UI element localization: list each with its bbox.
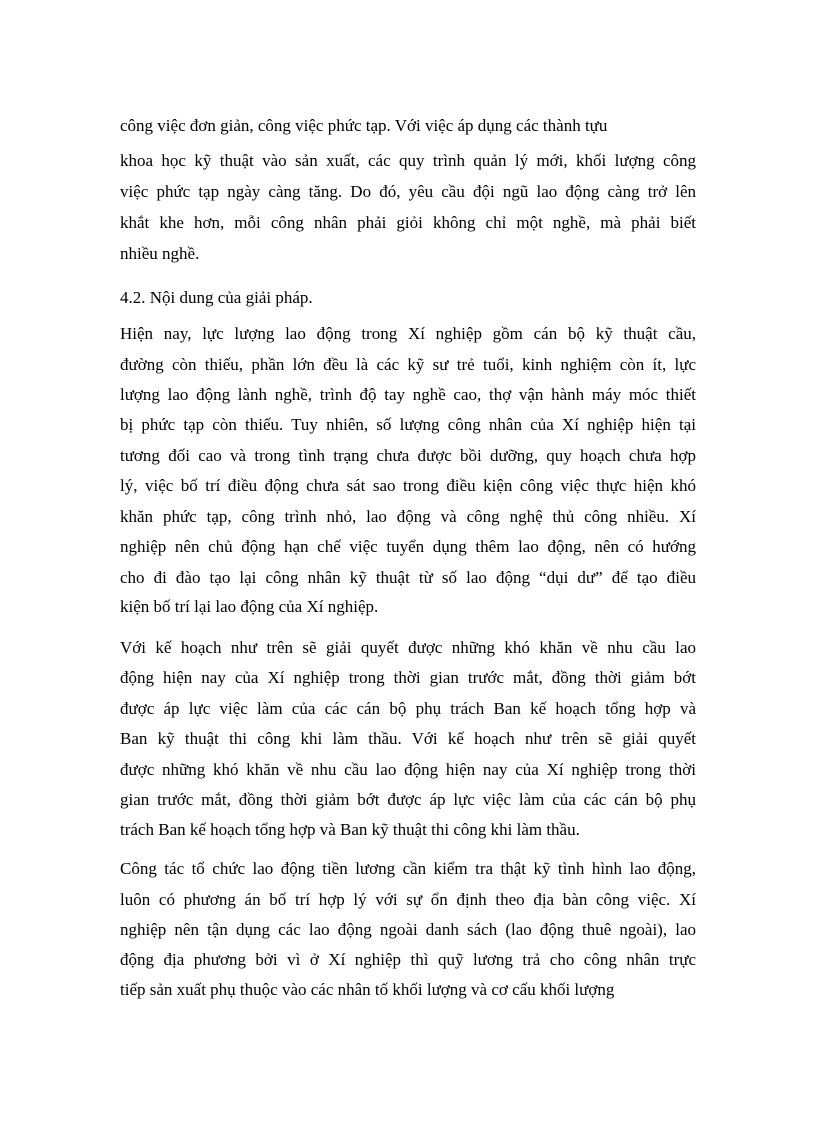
- text-line: Công tác tổ chức lao động tiền lương cần kiểm tra thật kỹ tình hình lao động,: [120, 859, 696, 878]
- text-line: khắt khe hơn, mỗi công nhân phải giỏi không chỉ một nghề, mà phải biết: [120, 213, 696, 232]
- text-line: trách Ban kế hoạch tổng hợp và Ban kỹ thuật thi công khi làm thầu.: [120, 820, 580, 839]
- text-line: được những khó khăn về nhu cầu lao động hiện nay của Xí nghiệp trong thời: [120, 760, 696, 779]
- text-line: được áp lực việc làm của các cán bộ phụ trách Ban kế hoạch tổng hợp và: [120, 699, 696, 718]
- text-line: động hiện nay của Xí nghiệp trong thời gian trước mắt, đồng thời giảm bớt: [120, 668, 696, 687]
- text-line: khoa học kỹ thuật vào sản xuất, các quy trình quản lý mới, khối lượng công: [120, 151, 696, 170]
- text-line: kiện bố trí lại lao động của Xí nghiệp.: [120, 597, 379, 616]
- text-line: nghiệp nên tận dụng các lao động ngoài danh sách (lao động thuê ngoài), lao: [120, 920, 696, 939]
- text-line: đường còn thiếu, phần lớn đều là các kỹ sư trẻ tuổi, kinh nghiệm còn ít, lực: [120, 355, 696, 374]
- text-line: tương đối cao và trong tình trạng chưa được bồi dưỡng, quy hoạch chưa hợp: [120, 446, 696, 465]
- text-line: lượng lao động lành nghề, trình độ tay nghề cao, thợ vận hành máy móc thiết: [120, 385, 696, 404]
- text-line: lý, việc bố trí điều động chưa sát sao trong điều kiện công việc thực hiện khó: [120, 476, 696, 495]
- text-line: việc phức tạp ngày càng tăng. Do đó, yêu cầu đội ngũ lao động càng trở lên: [120, 182, 696, 201]
- text-line: tiếp sản xuất phụ thuộc vào các nhân tố khối lượng và cơ cấu khối lượng: [120, 980, 615, 999]
- text-line: động địa phương bởi vì ở Xí nghiệp thì quỹ lương trả cho công nhân trực: [120, 950, 696, 969]
- text-line: khăn phức tạp, công trình nhỏ, lao động và công nghệ thủ công nhiều. Xí: [120, 507, 696, 526]
- text-line: Ban kỹ thuật thi công khi làm thầu. Với kế hoạch như trên sẽ giải quyết: [120, 729, 696, 748]
- text-line: gian trước mắt, đồng thời giảm bớt được áp lực việc làm của các cán bộ phụ: [120, 790, 696, 809]
- text-line: Hiện nay, lực lượng lao động trong Xí nghiệp gồm cán bộ kỹ thuật cầu,: [120, 324, 696, 343]
- text-line: công việc đơn giản, công việc phức tạp. Với việc áp dụng các thành tựu: [120, 116, 608, 135]
- text-line: cho đi đào tạo lại công nhân kỹ thuật từ số lao động “dụi dư” để tạo điều: [120, 568, 696, 587]
- text-line: nhiều nghề.: [120, 244, 200, 263]
- text-line: luôn có phương án bố trí hợp lý với sự ổn định theo địa bàn công việc. Xí: [120, 890, 696, 909]
- text-line: bị phức tạp còn thiếu. Tuy nhiên, số lượng công nhân của Xí nghiệp hiện tại: [120, 415, 696, 434]
- section-heading: 4.2. Nội dung của giải pháp.: [120, 288, 313, 307]
- text-line: nghiệp nên chủ động hạn chế việc tuyển dụng thêm lao động, nên có hướng: [120, 537, 696, 556]
- text-line: Với kế hoạch như trên sẽ giải quyết được những khó khăn về nhu cầu lao: [120, 638, 696, 657]
